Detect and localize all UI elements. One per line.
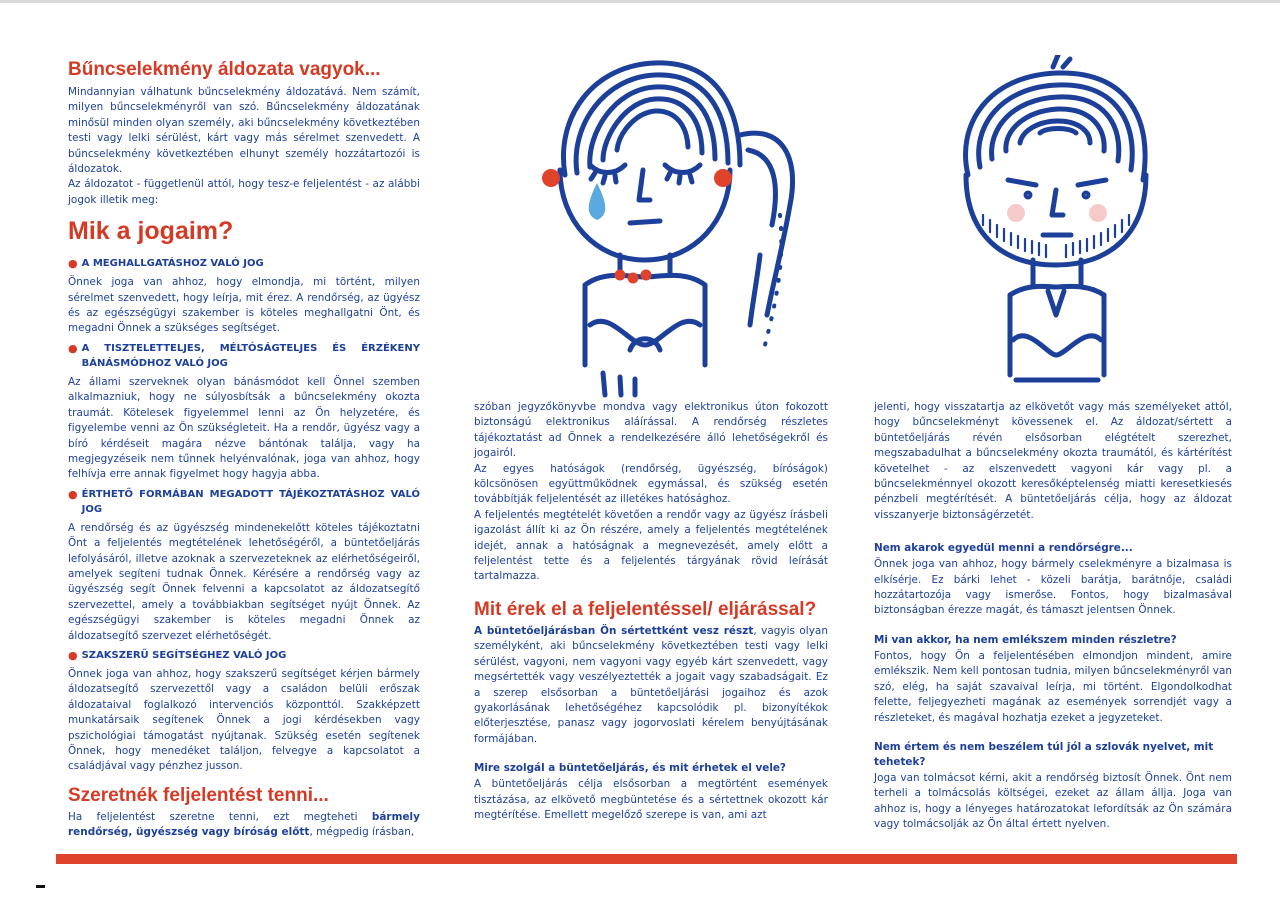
question-alone: Nem akarok egyedül menni a rendőrségre... xyxy=(874,542,1133,555)
crying-woman-icon xyxy=(535,55,835,400)
outcome-title: Mit érek el a feljelentéssel/ eljárással? xyxy=(474,598,817,620)
bullet-icon: ● xyxy=(68,487,78,501)
report-text-bold: bármely rendőrség, ügyészség vagy bíróság előtt xyxy=(68,810,420,839)
answer-purpose: A büntetőeljárás célja elsősorban a megtörtént események tisztázása, az elkövető megbüntetése és a sértettnek okozott kár megtérítése. Emellett megelőző szerepe is van, ami azt xyxy=(474,778,828,821)
certificate-text: A feljelentés megtételét követően a rendőr vagy az ügyész írásbeli igazolást állít ki az Ön részére, amely a feljelentés megtételének idejét, annak a hatóságnak a megnevezését, amely előtt a feljelentést tette és a feljelentés tárgyának rövid leírását tartalmazza. xyxy=(474,508,828,583)
report-continued: szóban jegyzőkönyvbe mondva vagy elektronikus úton fokozott biztonságú elektronikus aláírással. A rendőrség részletes tájékoztatást ad Önnek a rendelkezésére álló lehetőségekről és jogairól. xyxy=(474,401,828,460)
intro-paragraph-2: Az áldozatot - függetlenül attól, hogy tesz-e feljelentést - az alábbi jogok illetik meg: xyxy=(68,178,420,206)
question-memory: Mi van akkor, ha nem emlékszem minden részletre? xyxy=(874,633,1177,646)
victim-role-rest: , vagyis olyan személyként, aki bűncselekmény következtében testi vagy lelki sérülést, vagyoni, nem vagyoni vagy egyéb kárt szenvedett, vagy megsértették vagy veszélyeztették a jogait vagy szabadságait. Ez a szerep elsősorban a büntetőeljárási jogaihoz és azok gyakorlásának lehetőségéhez kapcsolódik pl. bizonyítékok előterjesztése, panasz vagy jogorvoslati kérelem benyújtásának formájában. xyxy=(474,624,828,745)
right-heading-1 xyxy=(68,256,420,271)
right-heading-3 xyxy=(68,487,420,517)
question-language: Nem értem és nem beszélem túl jól a szlovák nyelvet, mit tehetek? xyxy=(874,740,1214,768)
right-text-4: Önnek joga van ahhoz, hogy szakszerű segítséget kérjen bármely áldozatsegítő szervezettől vagy a családon belüli erőszak áldozataival foglalkozó intervenciós központtól. Szakképzett munkatársaik segítenek Önnek a jogi kérdésekben vagy pszichológiai támogatást nyújtanak. Szükség esetén segítenek Önnek, hogy menedéket találjon, felvegye a kapcsolatot a családjával vagy pénzhez jusson. xyxy=(68,667,420,773)
report-title: Szeretnék feljelentést tenni... xyxy=(68,784,329,806)
right-text-3: A rendőrség és az ügyészség mindenekelőtt köteles tájékoztatni Önt a feljelentés megtételének lehetőségéről, a büntetőeljárás lefolyásáról, illetve azoknak a szervezeteknek az elérhetőségeiről, amelyek segíteni tudnak Önnek. Kérésére a rendőrség vagy az ügyészség segít Önnek felvenni a kapcsolatot az áldozatsegítő szervezettel, amely a továbbiakban segítséget nyújt Önnek. Az egészségügyi szakember is köteles megadni Önnek az áldozatsegítő szervezet elérhetőségét. xyxy=(68,521,420,642)
sad-man-icon xyxy=(948,55,1178,400)
main-title: Bűncselekmény áldozata vagyok... xyxy=(68,59,381,80)
question-purpose: Mire szolgál a büntetőeljárás, és mit érhetek el vele? xyxy=(474,762,786,775)
right-title-4: SZAKSZERŰ SEGÍTSÉGHEZ VALÓ JOG xyxy=(81,649,287,661)
answer-memory: Fontos, hogy Ön a feljelentésében elmondjon mindent, amire emlékszik. Nem kell pontosan tudnia, milyen bűncselekményről van szó, elég, ha saját szavaival leírja, mi történt. Elgondolkodhat felette, feljegyezheti magának az események sorrendjét vagy a részleteket, és magával hozhatja ezeket a jegyzeteket. xyxy=(874,649,1232,724)
footer-red-bar xyxy=(56,854,1237,864)
column-left xyxy=(68,58,420,841)
bullet-icon: ● xyxy=(68,257,78,271)
top-border xyxy=(0,0,1280,3)
bullet-icon: ● xyxy=(68,341,78,355)
right-text-2: Az állami szerveknek olyan bánásmódot kell Önnel szemben alkalmazniuk, hogy ne súlyosbítsák a bűncselekmény okozta traumát. Kötelesek figyelemmel lenni az Ön helyzetére, és figyelembe venni az Ön szükségleteit. Ha a rendőr, ügyész vagy a bíró kérdéseit magára nézve bántónak találja, vagy ha megjegyzéseik nem tűnnek helyénvalónak, joga van ahhoz, hogy felhívja erre annak figyelmet hogy hagyja abba. xyxy=(68,375,420,481)
right-title-1: A MEGHALLGATÁSHOZ VALÓ JOG xyxy=(81,258,264,270)
authorities-text: Az egyes hatóságok (rendőrség, ügyészség, bíróságok) kölcsönösen együttműködnek egymással, és szükség esetén továbbítják feljelentését az illetékes hatósághoz. xyxy=(474,462,828,506)
column-right xyxy=(874,400,1232,833)
answer-language: Joga van tolmácsot kérni, akit a rendőrség biztosít Önnek. Önt nem terheli a tolmácsolás költségei, ezeket az állam állja. Joga van ahhoz is, hogy a lényeges határozatokat lefordítsák az Ön számára vagy tolmácsolják az Ön által értett nyelven. xyxy=(874,771,1232,831)
victim-role-text xyxy=(474,624,828,747)
right-heading-4 xyxy=(68,648,420,663)
report-text-a: Ha feljelentést szeretne tenni, ezt megteheti xyxy=(68,810,372,823)
right-title-3: ÉRTHETŐ FORMÁBAN MEGADOTT TÁJÉKOZTATÁSHOZ VALÓ JOG xyxy=(81,488,420,515)
answer-alone: Önnek joga van ahhoz, hogy bármely cselekményre a bizalmasa is elkísérje. Ez bárki lehet - közeli barátja, barátnője, családi hozzátartozója vagy ismerőse. Fontos, hogy bizalmasával biztonságban érezze magát, és támaszt jelentsen Önnek. xyxy=(874,558,1232,617)
report-text xyxy=(68,810,420,841)
column-middle xyxy=(474,400,828,823)
purpose-continued: jelenti, hogy visszatartja az elkövetőt vagy más személyeket attól, hogy bűncselekményt kövessenek el. Az áldozat/sértett a büntetőeljárás révén elsősorban elégtételt szerezhet, megszabadulhat a bűncselekmény okozta traumától, és kártérítést követelhet - az elszenvedett vagyoni kár vagy pl. a bűncselekménnyel okozott keresőképtelenség miatti keresetkiesés pénzbeli megtérítését. A büntetőeljárás célja, hogy az áldozat visszanyerje biztonságérzetét. xyxy=(874,401,1232,521)
right-title-2: A TISZTELETTELJES, MÉLTÓSÁGTELJES ÉS ÉRZÉKENY BÁNÁSMÓDHOZ VALÓ JOG xyxy=(81,342,420,369)
bullet-icon: ● xyxy=(68,648,78,662)
report-text-c: , mégpedig írásban, xyxy=(309,826,415,839)
intro-paragraph: Mindannyian válhatunk bűncselekmény áldozatává. Nem számít, milyen bűncselekményről van szó. Bűncselekmény áldozatának minősül minden olyan személy, aki bűncselekmény következtében testi vagy lelki sérülést, kárt vagy más sérelmet szenvedett. A bűncselekmény következtében elhunyt személy hozzátartozói is áldozatok. xyxy=(68,86,420,176)
right-heading-2 xyxy=(68,341,420,371)
victim-role-bold: A büntetőeljárásban Ön sértettként vesz részt xyxy=(474,624,754,637)
page-mark xyxy=(36,885,45,888)
right-text-1: Önnek joga van ahhoz, hogy elmondja, mi történt, milyen sérelmet szenvedett, hogy leírja, mit érez. A rendőrség, az ügyész és az egészségügyi szakember is köteles meghallgatni Önt, és megadni Önnek a szükséges segítséget. xyxy=(68,276,420,335)
rights-title: Mik a jogaim? xyxy=(68,217,234,246)
